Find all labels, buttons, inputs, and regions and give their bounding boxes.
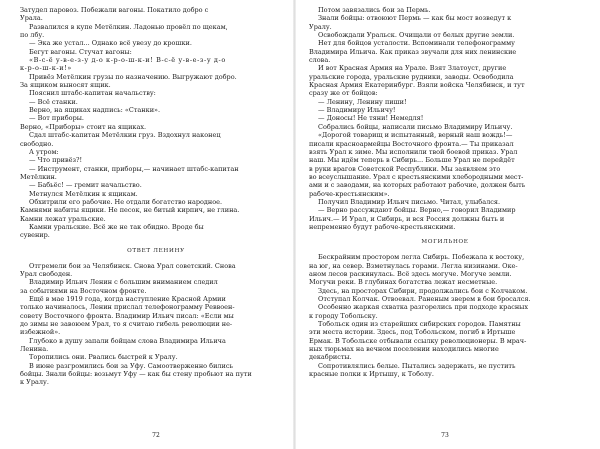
text-line: — Вот приборы.: [29, 114, 84, 123]
text-line: Отгремели бои за Челябинск. Снова Урал советский. Снова: [29, 261, 236, 270]
text-line: непременно будут рабоче-крестьянскими.: [309, 222, 456, 231]
text-line: Ещё в мае 1919 года, когда наступление Красной Армии: [29, 295, 226, 303]
text-line: только начиналось, Ленин прислал телефонограмму Реввоен-: [20, 303, 235, 312]
left-page: [20, 6, 292, 444]
text-line: Урал свободен.: [20, 269, 73, 278]
text-line: Обхитрили его рабочие. Не отдали богатство народное.: [29, 197, 223, 206]
text-line: За ящиком выносят ящик.: [20, 81, 111, 90]
text-line: рабоче-крестьянским».: [309, 189, 390, 198]
text-line: «Дорогой товарищ и испытанный, верный наш вождь!—: [318, 131, 513, 140]
text-line: Урала.: [20, 14, 43, 23]
text-line: Привёз Метёлкин грузы по назначению. Выгружают добро.: [29, 72, 237, 81]
left-text-block-2: [20, 262, 292, 387]
text-line: декабристы.: [309, 353, 352, 362]
text-line: в руки врагов Советской Республики. Мы заявляем это: [309, 164, 501, 173]
book-gutter: [293, 0, 296, 449]
text-line: И вот Красная Армия на Урале. Взят Златоуст, другие: [318, 64, 507, 73]
text-line: — Бабьёс! — гремит начальство.: [29, 181, 142, 190]
text-line: Ленина.: [20, 345, 49, 354]
text-line: наш. Мы идём теперь в Сибирь... Больше Урал не перейдёт: [309, 156, 515, 165]
text-line: Глубоко в душу запали бойцам слова Владимира Ильича: [29, 336, 226, 345]
text-line: — Доносы! Не тяни! Немедля!: [318, 114, 424, 123]
text-line: Торопились они. Рвались быстрей к Уралу.: [29, 353, 178, 362]
text-line: Развалился в купе Метёлкин. Ладонью провёл по щекам,: [29, 22, 228, 31]
right-page: [309, 6, 581, 444]
text-line: Отступал Колчак. Отвоевал. Раненым зверем в бои бросался.: [318, 295, 531, 303]
text-line: слова.: [309, 56, 331, 65]
text-line: Бескрайним простором легла Сибирь. Побежала к востоку,: [318, 253, 525, 262]
text-line: Красная Армия Екатеринбург. Взяли войска Челябинск, и тут: [309, 81, 525, 90]
text-line: Освобождали Уральск. Очищали от белых другие земли.: [318, 31, 515, 40]
text-line: аном лесов раскинулась. Всё здесь могуче. Могуче земли.: [309, 269, 512, 278]
text-line: Владимира Ильича. Как приказ звучали для них ленинские: [309, 47, 517, 56]
text-line: за событиями на Восточном фронте.: [20, 286, 147, 295]
text-line: во всеуслышание. Урал с крестьянскими хлебородными мест-: [309, 172, 524, 181]
text-line: — Что привёз?!: [29, 156, 83, 165]
text-line: совету Восточного фронта. Владимир Ильич писал: «Если мы: [20, 311, 234, 320]
section-heading: МОГИЛЬНОЕ: [421, 239, 469, 246]
text-line: эти места истории. Здесь, под Тобольском, погиб в Иртыше: [309, 328, 516, 337]
text-line: ами и с заводами, на которых работают рабочие, должен быть: [309, 181, 526, 190]
text-line: «В-с-ё у-в-е-з-у д-о к-р-о-ш-к-и! В-с-ё у-в-е-з-у д-о: [29, 56, 226, 65]
text-line: Сопротивлялись белые. Пытались задержать, не пустить: [318, 361, 516, 370]
text-line: свободно.: [20, 139, 54, 148]
text-line: уральские города, уральские рудники, заводы. Освободила: [309, 72, 514, 81]
text-line: А утром:: [29, 147, 59, 156]
text-line: Сдал штабс-капитан Метёлкин груз. Вздохнул наконец: [29, 131, 221, 140]
text-line: Владимир Ильич Ленин с большим вниманием следил: [29, 278, 218, 287]
text-line: Собрались бойцы, написали письмо Владимиру Ильичу.: [318, 122, 513, 131]
text-line: — Владимиру Ильичу!: [318, 106, 396, 115]
text-line: Метнулся Метёлкин к ящикам.: [29, 189, 138, 198]
text-line: Камнями набиты ящики. Не песок, не битый кирпич, не глина.: [20, 206, 240, 215]
text-line: Ильич.— И Урал, и Сибирь, и вся Россия должны быть и: [309, 214, 505, 223]
text-line: сразу же от бойцов:: [309, 89, 378, 98]
text-line: Нет для бойцов усталости. Вспоминали телефонограмму: [318, 39, 515, 48]
text-line: Уралу.: [309, 22, 332, 31]
text-line: Знали бойцы: отвоюют Пермь — как бы мост возведут к: [318, 14, 512, 23]
section-heading: ОТВЕТ ЛЕНИНУ: [127, 247, 185, 254]
page-number: 72: [152, 431, 160, 439]
text-line: к-р-о-ш-к-и!»: [20, 64, 72, 73]
text-line: Бегут вагоны. Стучат вагоны:: [29, 47, 132, 56]
text-line: — Верно рассуждают бойцы. Верно,— говорил Владимир: [318, 206, 516, 215]
text-line: Верно, «Приборы» стоит на ящиках.: [20, 122, 147, 131]
page-number: 73: [441, 431, 449, 439]
text-line: до зимы не завоюем Урал, то я считаю гибель революции не-: [20, 320, 233, 329]
text-line: к Уралу.: [20, 378, 49, 387]
text-line: — Эка же устал... Однако всё увезу до крошки.: [29, 39, 192, 48]
left-text-block-1: [20, 6, 292, 240]
text-line: — Всё станки.: [29, 97, 78, 106]
text-line: сувенир.: [20, 231, 50, 240]
text-line: Метёлкин.: [20, 172, 57, 181]
right-text-block-1: [309, 6, 581, 231]
right-text-block-2: [309, 253, 581, 378]
text-line: — Ленину, Ленину пиши!: [318, 97, 407, 106]
text-line: к городу Тобольску.: [309, 311, 378, 320]
text-line: писали красноармейцы Восточного фронта.— Ты приказал: [309, 139, 514, 148]
text-line: Потом завязались бои за Пермь.: [318, 6, 431, 14]
text-line: В июне разгромились бои за Уфу. Самоотверженно бились: [29, 361, 234, 370]
text-line: Тобольск один из старейших сибирских городов. Памятны: [318, 320, 521, 329]
text-line: по лбу.: [20, 31, 45, 40]
text-line: красные полки к Иртышу, к Тоболу.: [309, 370, 434, 379]
text-line: Получил Владимир Ильич письмо. Читал, улыбался.: [318, 197, 501, 206]
text-line: Ермак. В Тобольске отбывали ссылку революционеры. В мрач-: [309, 336, 527, 345]
text-line: Особенно жаркая схватка разгорелись при подходе красных: [318, 303, 529, 312]
text-line: Камни уральские. Всё же не так обидно. Вроде бы: [29, 222, 204, 231]
text-line: Пояснил штабс-капитан начальству:: [29, 89, 156, 98]
text-line: — Инструмент, станки, приборы,— начинает штабс-капитан: [29, 164, 239, 173]
text-line: Могучи реки. В глубинах богатства лежат несметные.: [309, 278, 498, 287]
text-line: Верно, на ящиках надпись: «Станки».: [29, 106, 161, 115]
text-line: бойцы. Знали бойцы: возьмут Уфу — как бы стену пробьют на пути: [20, 370, 252, 379]
text-line: ных тюрьмах на вечном поселении находились многие: [309, 345, 499, 354]
text-line: Затудел паровоз. Побежали вагоны. Покатило добро с: [20, 6, 209, 14]
text-line: взять Урал к зиме. Мы исполнили твой боевой приказ. Урал: [309, 147, 518, 156]
text-line: на юг, на север. Взметнулась горами. Легла низинами. Оке-: [309, 261, 518, 270]
text-line: Камни лежат уральские.: [20, 214, 106, 223]
text-line: избежной».: [20, 328, 61, 337]
text-line: Здесь, на просторах Сибири, продолжались бои с Колчаком.: [318, 286, 528, 295]
